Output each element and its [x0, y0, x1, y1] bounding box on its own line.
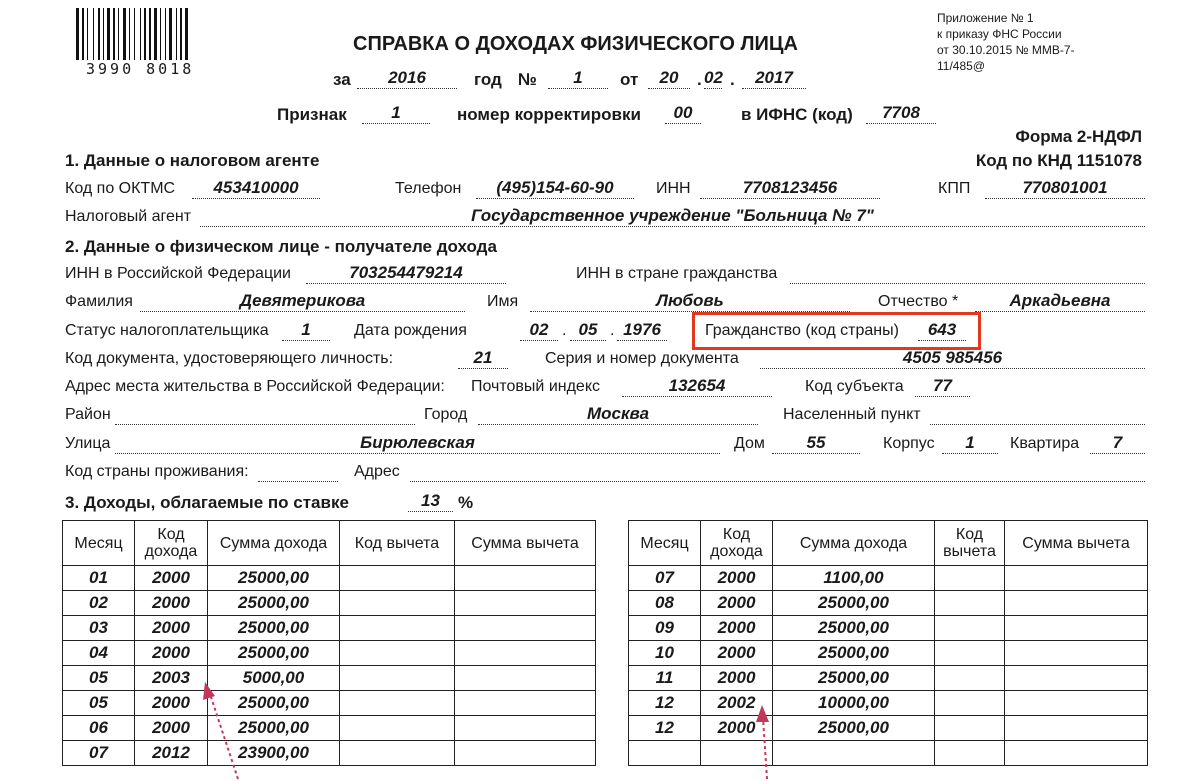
section3-title: 3. Доходы, облагаемые по ставке: [65, 493, 349, 512]
month-cell: 07: [63, 741, 135, 766]
building-label: Корпус: [883, 435, 935, 452]
deduction-code-cell: [340, 691, 455, 716]
barcode-bar: [185, 8, 188, 60]
surname-field: Девятерикова: [140, 291, 465, 312]
deduction-code-cell: [935, 666, 1005, 691]
barcode-bar: [140, 8, 141, 60]
doc-code-label: Код документа, удостоверяющего личность:: [65, 350, 394, 367]
status-label: Статус налогоплательщика: [65, 322, 269, 339]
appendix-line: от 30.10.2015 № ММВ-7-: [937, 43, 1075, 57]
deduction-sum-cell: [1005, 716, 1148, 741]
agent-field: Государственное учреждение "Больница № 7": [200, 206, 1145, 227]
income-sum-cell: 10000,00: [773, 691, 935, 716]
col-deduction-sum: Сумма вычета: [1005, 521, 1148, 566]
name-field: Любовь: [530, 291, 850, 312]
document-title: СПРАВКА О ДОХОДАХ ФИЗИЧЕСКОГО ЛИЦА: [353, 33, 798, 55]
barcode-bar: [103, 8, 104, 60]
barcode-bar: [118, 8, 119, 60]
month-cell: 09: [629, 616, 701, 641]
month-cell: 11: [629, 666, 701, 691]
rate-field: 13: [408, 491, 453, 512]
month-cell: 03: [63, 616, 135, 641]
barcode-bar: [149, 8, 151, 60]
deduction-sum-cell: [1005, 666, 1148, 691]
table-row: [629, 641, 1148, 666]
month-cell: 12: [629, 716, 701, 741]
barcode-bar: [76, 8, 79, 60]
month-cell: 04: [63, 641, 135, 666]
citizenship-label: Гражданство (код страны): [705, 322, 899, 339]
income-code-cell: 2000: [135, 641, 208, 666]
barcode-number: 3990 8018: [86, 60, 195, 78]
month-cell: 12: [629, 691, 701, 716]
oktmo-label: Код по ОКТМС: [65, 180, 176, 197]
patronymic-label: Отчество *: [878, 293, 959, 310]
barcode-bar: [93, 8, 94, 60]
postcode-label: Почтовый индекс: [471, 378, 600, 395]
doc-series-field: 4505 985456: [760, 348, 1145, 369]
col-deduction-sum: Сумма вычета: [455, 521, 596, 566]
table-row: [63, 566, 596, 591]
name-label: Имя: [487, 293, 519, 310]
region-field: 77: [915, 376, 970, 397]
table-header-row: [63, 521, 596, 566]
citizenship-field: 643: [918, 320, 966, 341]
income-sum-cell: 25000,00: [208, 641, 340, 666]
barcode-bar: [176, 8, 177, 60]
table-row: [63, 616, 596, 641]
date-month-field: 02: [704, 68, 723, 87]
income-sum-cell: 25000,00: [773, 616, 935, 641]
barcode-bar: [107, 8, 110, 60]
kpp-field: 770801001: [985, 178, 1145, 199]
patronymic-field: Аркадьевна: [975, 291, 1145, 312]
income-code-cell: 2000: [701, 716, 773, 741]
table-row: [629, 566, 1148, 591]
city-field: Москва: [478, 404, 758, 425]
month-cell: 01: [63, 566, 135, 591]
barcode-bar: [169, 8, 172, 60]
col-month: Месяц: [629, 521, 701, 566]
income-sum-cell: 25000,00: [773, 666, 935, 691]
za-label: за: [333, 70, 351, 89]
barcode-bar: [123, 8, 126, 60]
foreign-address-label: Адрес: [354, 463, 400, 480]
status-field: 1: [282, 320, 330, 341]
inn-label: ИНН: [656, 180, 691, 197]
god-label: год: [474, 70, 502, 89]
birth-day-field: 02: [520, 320, 558, 341]
oktmo-field: 453410000: [192, 178, 320, 199]
deduction-code-cell: [935, 741, 1005, 766]
barcode-bar: [180, 8, 182, 60]
income-sum-cell: 1100,00: [773, 566, 935, 591]
deduction-sum-cell: [455, 566, 596, 591]
birth-month-field: 05: [570, 320, 606, 341]
deduction-sum-cell: [455, 741, 596, 766]
col-income-code: Код дохода: [135, 521, 208, 566]
section2-title: 2. Данные о физическом лице - получателе дохода: [65, 237, 497, 256]
income-sum-cell: 23900,00: [208, 741, 340, 766]
deduction-code-cell: [340, 716, 455, 741]
knd-code: Код по КНД 1151078: [975, 151, 1142, 170]
street-label: Улица: [65, 435, 111, 452]
income-code-cell: 2003: [135, 666, 208, 691]
district-field: [115, 404, 415, 425]
foreign-address-field: [410, 461, 1145, 482]
appendix-note: [937, 10, 1075, 74]
apt-field: 7: [1090, 433, 1145, 454]
deduction-code-cell: [340, 566, 455, 591]
col-income-sum: Сумма дохода: [208, 521, 340, 566]
house-field: 55: [772, 433, 860, 454]
district-label: Район: [65, 406, 111, 423]
month-cell: 06: [63, 716, 135, 741]
deduction-code-cell: [935, 716, 1005, 741]
barcode-bar: [154, 8, 157, 60]
inn-field: 7708123456: [700, 178, 880, 199]
month-cell: 10: [629, 641, 701, 666]
barcode-bar: [87, 8, 88, 60]
locality-field: [930, 404, 1145, 425]
deduction-sum-cell: [1005, 616, 1148, 641]
form-name: Форма 2-НДФЛ: [1015, 127, 1142, 146]
birth-dot: .: [610, 322, 615, 339]
barcode-bar: [160, 8, 161, 60]
postcode-field: 132654: [622, 376, 772, 397]
col-deduction-code: Код вычета: [340, 521, 455, 566]
income-code-cell: [701, 741, 773, 766]
table-row: [629, 716, 1148, 741]
num-label: №: [518, 70, 537, 89]
deduction-sum-cell: [455, 666, 596, 691]
deduction-code-cell: [340, 591, 455, 616]
phone-label: Телефон: [395, 180, 462, 197]
city-label: Город: [424, 406, 468, 423]
income-code-cell: 2000: [135, 716, 208, 741]
address-label: Адрес места жительства в Российской Федерации:: [65, 378, 445, 395]
barcode-bar: [144, 8, 146, 60]
income-code-cell: 2000: [135, 591, 208, 616]
surname-label: Фамилия: [65, 293, 133, 310]
month-cell: 05: [63, 666, 135, 691]
month-cell: 08: [629, 591, 701, 616]
country-label: Код страны проживания:: [65, 463, 249, 480]
birth-label: Дата рождения: [354, 322, 467, 339]
month-cell: [629, 741, 701, 766]
income-code-cell: 2000: [701, 641, 773, 666]
date-dot: .: [697, 70, 702, 89]
barcode-bar: [134, 8, 135, 60]
deduction-sum-cell: [1005, 566, 1148, 591]
deduction-code-cell: [935, 616, 1005, 641]
col-month: Месяц: [63, 521, 135, 566]
agent-label: Налоговый агент: [65, 208, 192, 225]
barcode-bar: [98, 8, 100, 60]
deduction-sum-cell: [455, 591, 596, 616]
income-code-cell: 2012: [135, 741, 208, 766]
priznak-label: Признак: [277, 105, 347, 124]
locality-label: Населенный пункт: [783, 406, 921, 423]
deduction-sum-cell: [455, 641, 596, 666]
apt-label: Квартира: [1010, 435, 1080, 452]
inn-foreign-field: [790, 263, 1145, 284]
inn-rf-field: 703254479214: [306, 263, 506, 284]
barcode-bar: [82, 8, 84, 60]
inn-rf-label: ИНН в Российской Федерации: [65, 265, 291, 282]
priznak-field: 1: [362, 103, 430, 124]
table-row: [63, 716, 596, 741]
deduction-code-cell: [935, 691, 1005, 716]
barcode-bar: [113, 8, 115, 60]
income-code-cell: 2000: [135, 566, 208, 591]
date-dot: .: [730, 70, 735, 89]
deduction-sum-cell: [455, 691, 596, 716]
income-code-cell: 2000: [135, 616, 208, 641]
income-sum-cell: 25000,00: [208, 691, 340, 716]
income-code-cell: 2000: [135, 691, 208, 716]
rate-percent: %: [458, 493, 474, 512]
table-row: [629, 741, 1148, 766]
deduction-sum-cell: [1005, 691, 1148, 716]
income-code-cell: 2000: [701, 616, 773, 641]
table-row: [629, 591, 1148, 616]
month-cell: 02: [63, 591, 135, 616]
income-sum-cell: 25000,00: [208, 716, 340, 741]
deduction-sum-cell: [1005, 591, 1148, 616]
income-sum-cell: 25000,00: [208, 591, 340, 616]
income-sum-cell: 25000,00: [208, 616, 340, 641]
income-table-left: [62, 520, 596, 766]
ot-label: от: [620, 70, 639, 89]
deduction-code-cell: [340, 741, 455, 766]
birth-dot: .: [562, 322, 567, 339]
income-code-cell: 2000: [701, 566, 773, 591]
table-row: [63, 591, 596, 616]
deduction-code-cell: [340, 641, 455, 666]
table-row: [629, 616, 1148, 641]
barcode-bar: [129, 8, 130, 60]
appendix-line: 11/485@: [937, 59, 985, 73]
income-sum-cell: 25000,00: [773, 641, 935, 666]
table-row: [629, 666, 1148, 691]
income-code-cell: 2000: [701, 591, 773, 616]
table-row: [629, 691, 1148, 716]
ifns-label: в ИФНС (код): [741, 105, 853, 124]
region-label: Код субъекта: [805, 378, 904, 395]
phone-field: (495)154-60-90: [476, 178, 634, 199]
number-field: 1: [548, 68, 608, 89]
income-code-cell: 2000: [701, 666, 773, 691]
income-code-cell: 2002: [701, 691, 773, 716]
table-row: [63, 666, 596, 691]
deduction-code-cell: [340, 616, 455, 641]
deduction-sum-cell: [1005, 741, 1148, 766]
birth-year-field: 1976: [617, 320, 667, 341]
date-year-field: 2017: [742, 68, 806, 89]
section1-title: 1. Данные о налоговом агенте: [65, 151, 320, 170]
month-cell: 07: [629, 566, 701, 591]
income-table-right: [628, 520, 1148, 766]
house-label: Дом: [734, 435, 765, 452]
country-field: [258, 461, 338, 482]
korr-label: номер корректировки: [457, 105, 641, 124]
inn-foreign-label: ИНН в стране гражданства: [576, 265, 778, 282]
deduction-code-cell: [935, 591, 1005, 616]
deduction-sum-cell: [455, 616, 596, 641]
date-day-field: 20: [648, 68, 690, 89]
table-header-row: [629, 521, 1148, 566]
deduction-sum-cell: [1005, 641, 1148, 666]
table-row: [63, 641, 596, 666]
kpp-label: КПП: [938, 180, 971, 197]
korr-field: 00: [665, 103, 701, 124]
ifns-field: 7708: [866, 103, 936, 124]
building-field: 1: [942, 433, 998, 454]
deduction-code-cell: [935, 641, 1005, 666]
income-sum-cell: 5000,00: [208, 666, 340, 691]
table-row: [63, 691, 596, 716]
deduction-code-cell: [935, 566, 1005, 591]
appendix-line: к приказу ФНС России: [937, 27, 1062, 41]
income-sum-cell: 25000,00: [208, 566, 340, 591]
barcode-bar: [165, 8, 166, 60]
income-sum-cell: 25000,00: [773, 716, 935, 741]
street-field: Бирюлевская: [115, 433, 720, 454]
doc-code-field: 21: [458, 348, 508, 369]
income-sum-cell: 25000,00: [773, 591, 935, 616]
income-sum-cell: [773, 741, 935, 766]
table-row: [63, 741, 596, 766]
deduction-code-cell: [340, 666, 455, 691]
col-deduction-code: Код вычета: [935, 521, 1005, 566]
year-field: 2016: [357, 68, 457, 89]
month-cell: 05: [63, 691, 135, 716]
col-income-code: Код дохода: [701, 521, 773, 566]
deduction-sum-cell: [455, 716, 596, 741]
col-income-sum: Сумма дохода: [773, 521, 935, 566]
doc-series-label: Серия и номер документа: [545, 350, 739, 367]
appendix-line: Приложение № 1: [937, 11, 1034, 25]
